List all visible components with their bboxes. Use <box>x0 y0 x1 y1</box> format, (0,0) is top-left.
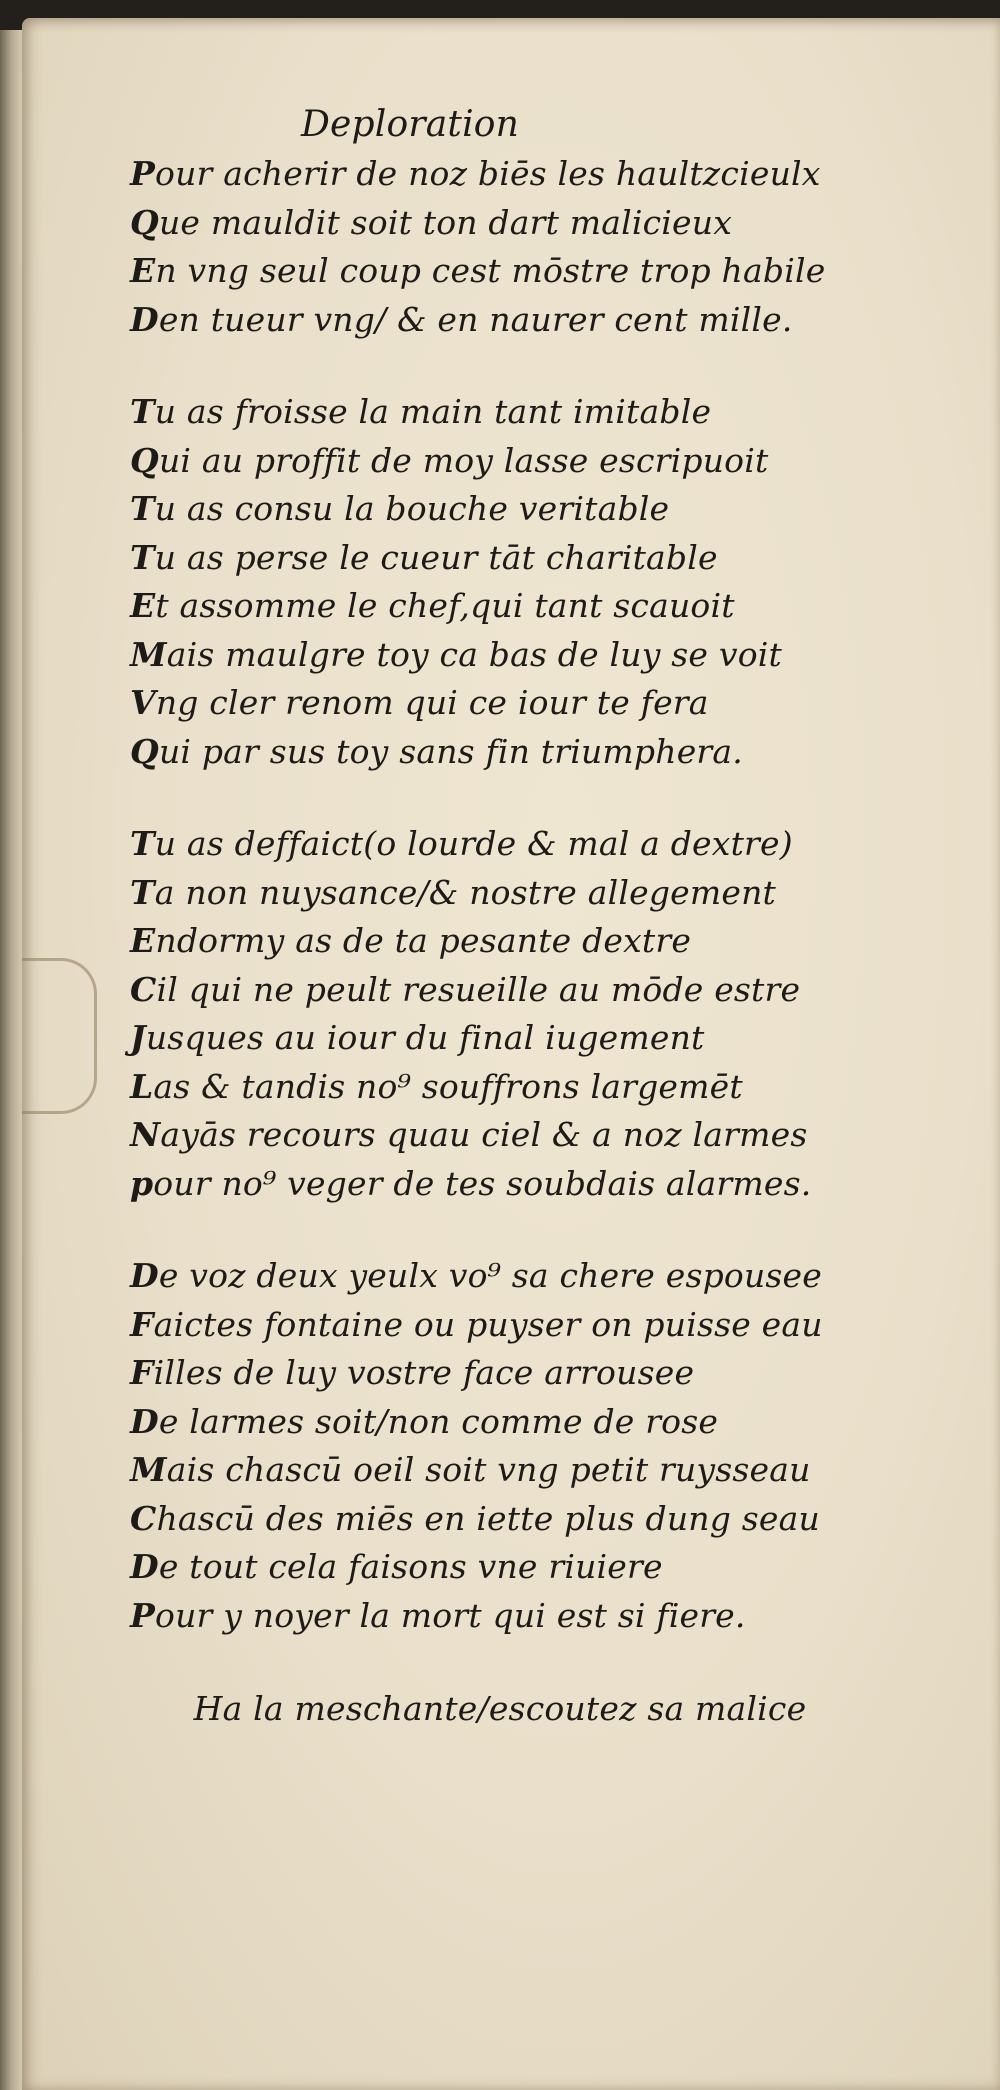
verse-line: Qui par sus toy sans fin triumphera. <box>130 731 743 771</box>
verse-line: Cil qui ne peult resueille au mōde estre <box>130 969 801 1009</box>
poem-text <box>130 100 930 1734</box>
verse-line: Endormy as de ta pesante dextre <box>130 921 692 960</box>
verse-line: Mais maulgre toy ca bas de luy se voit <box>130 634 782 674</box>
stanza-2 <box>130 388 930 776</box>
verse-line: De larmes soit/non comme de rose <box>130 1401 719 1441</box>
verse-line: Den tueur vng/ & en naurer cent mille. <box>130 299 793 339</box>
page-stain <box>22 958 97 1114</box>
stanza-4 <box>130 1252 930 1640</box>
verse-line: Chascū des miēs en iette plus dung seau <box>130 1498 820 1538</box>
page-title: Deploration <box>300 104 520 145</box>
verse-line: Tu as deffaict(o lourde & mal a dextre) <box>130 824 793 863</box>
verse-line: pour no⁹ veger de tes soubdais alarmes. <box>130 1163 812 1203</box>
verse-line: Nayās recours quau ciel & a noz larmes <box>130 1115 808 1154</box>
verse-line: Las & tandis no⁹ souffrons largemēt <box>130 1066 743 1106</box>
verse-line: Pour acherir de noz biēs les haultzcieulx <box>130 154 821 193</box>
verse-line: Jusques au iour du final iugement <box>130 1018 705 1057</box>
verse-line: Tu as perse le cueur tāt charitable <box>130 537 718 577</box>
verse-line: De tout cela faisons vne riuiere <box>130 1547 663 1586</box>
verse-line: Qui au proffit de moy lasse escripuoit <box>130 440 769 480</box>
verse-line: Faictes fontaine ou puyser on puisse eau <box>130 1304 823 1344</box>
verse-line: Tu as froisse la main tant imitable <box>130 392 712 431</box>
verse-line: Tu as consu la bouche veritable <box>130 489 670 528</box>
verse-line: En vng seul coup cest mōstre trop habile <box>130 251 826 290</box>
closing-line: Ha la meschante/escoutez sa malice <box>193 1689 807 1728</box>
verse-line: Que mauldit soit ton dart malicieux <box>130 202 733 242</box>
stanza-1 <box>130 150 930 344</box>
verse-line: Ta non nuysance/& nostre allegement <box>130 872 777 912</box>
verse-line: Filles de luy vostre face arrousee <box>130 1353 695 1392</box>
verse-line: Vng cler renom qui ce iour te fera <box>130 683 709 722</box>
stanza-3 <box>130 820 930 1208</box>
verse-line: Pour y noyer la mort qui est si fiere. <box>130 1595 746 1635</box>
verse-line: De voz deux yeulx vo⁹ sa chere espousee <box>130 1256 823 1295</box>
verse-line: Mais chascū oeil soit vng petit ruysseau <box>130 1450 811 1489</box>
verse-line: Et assomme le chef,qui tant scauoit <box>130 586 735 625</box>
